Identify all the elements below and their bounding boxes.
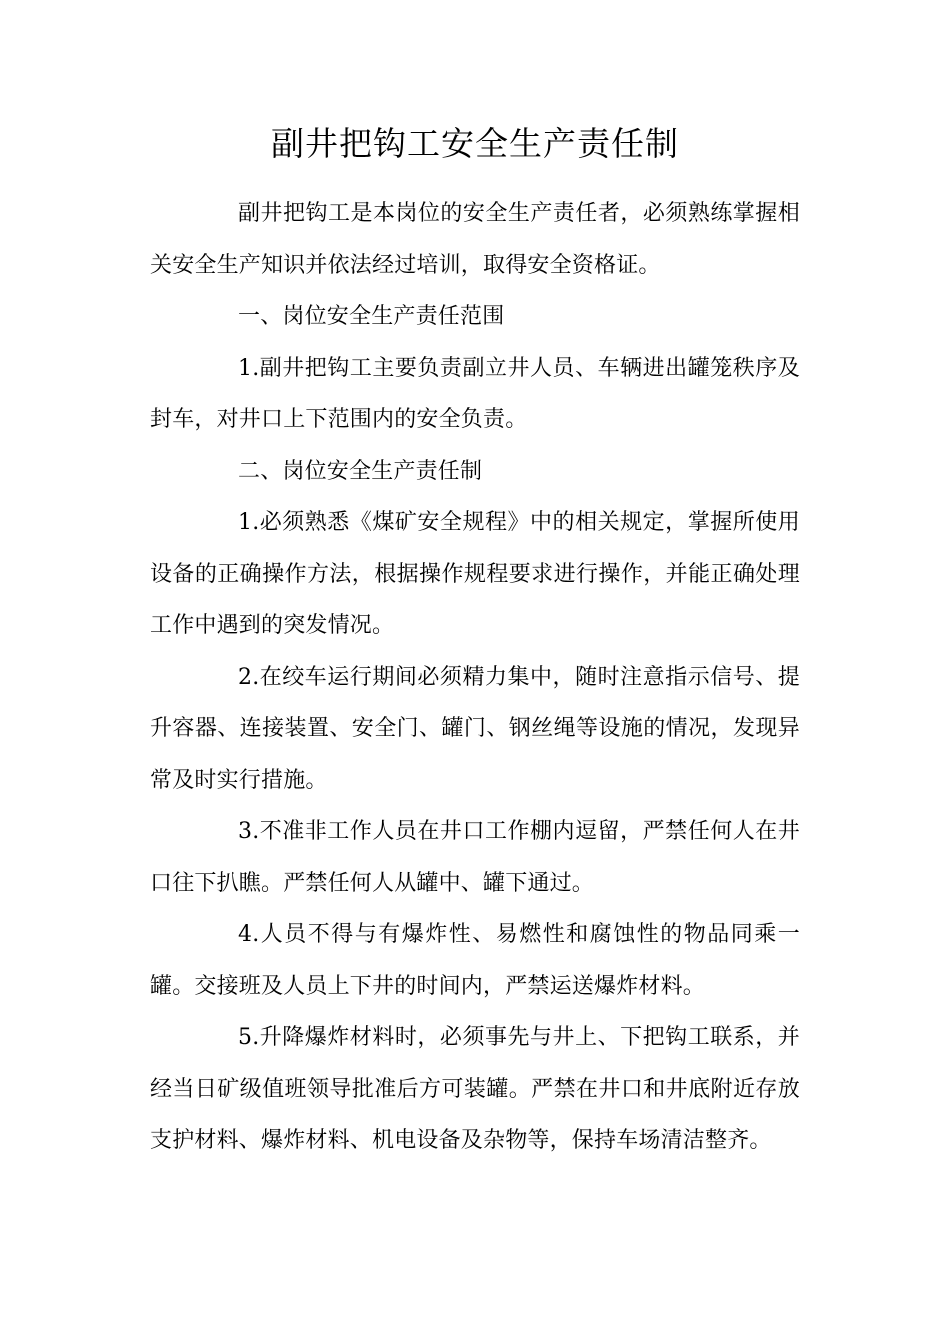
paragraph-intro: 副井把钩工是本岗位的安全生产责任者，必须熟练掌握相关安全生产知识并依法经过培训，取得安全资格证。 <box>150 201 800 278</box>
section-heading-scope: 一、岗位安全生产责任范围 <box>238 304 505 329</box>
section-heading-responsibility: 二、岗位安全生产责任制 <box>238 458 483 484</box>
paragraph-responsibility-2: 2.在绞车运行期间必须精力集中，随时注意指示信号、提升容器、连接装置、安全门、罐门、钢丝绳等设施的情况，发现异常及时实行措施。 <box>150 664 800 793</box>
document-title: 副井把钩工安全生产责任制 <box>271 124 679 163</box>
paragraph-responsibility-5: 5.升降爆炸材料时，必须事先与井上、下把钩工联系，并经当日矿级值班领导批准后方可装罐。严禁在井口和井底附近存放支护材料、爆炸材料、机电设备及杂物等，保持车场清洁整齐。 <box>150 1025 800 1153</box>
paragraph-responsibility-1: 1.必须熟悉《煤矿安全规程》中的相关规定，掌握所使用设备的正确操作方法，根据操作规程要求进行操作，并能正确处理工作中遇到的突发情况。 <box>150 510 800 638</box>
paragraph-responsibility-4: 4.人员不得与有爆炸性、易燃性和腐蚀性的物品同乘一罐。交接班及人员上下井的时间内，严禁运送爆炸材料。 <box>150 922 800 999</box>
paragraph-responsibility-3: 3.不准非工作人员在井口工作棚内逗留，严禁任何人在井口往下扒瞧。严禁任何人从罐中、罐下通过。 <box>150 819 800 896</box>
document-body <box>150 188 800 1167</box>
paragraph-scope-1: 1.副井把钩工主要负责副立井人员、车辆进出罐笼秩序及封车，对井口上下范围内的安全负责。 <box>150 355 800 432</box>
